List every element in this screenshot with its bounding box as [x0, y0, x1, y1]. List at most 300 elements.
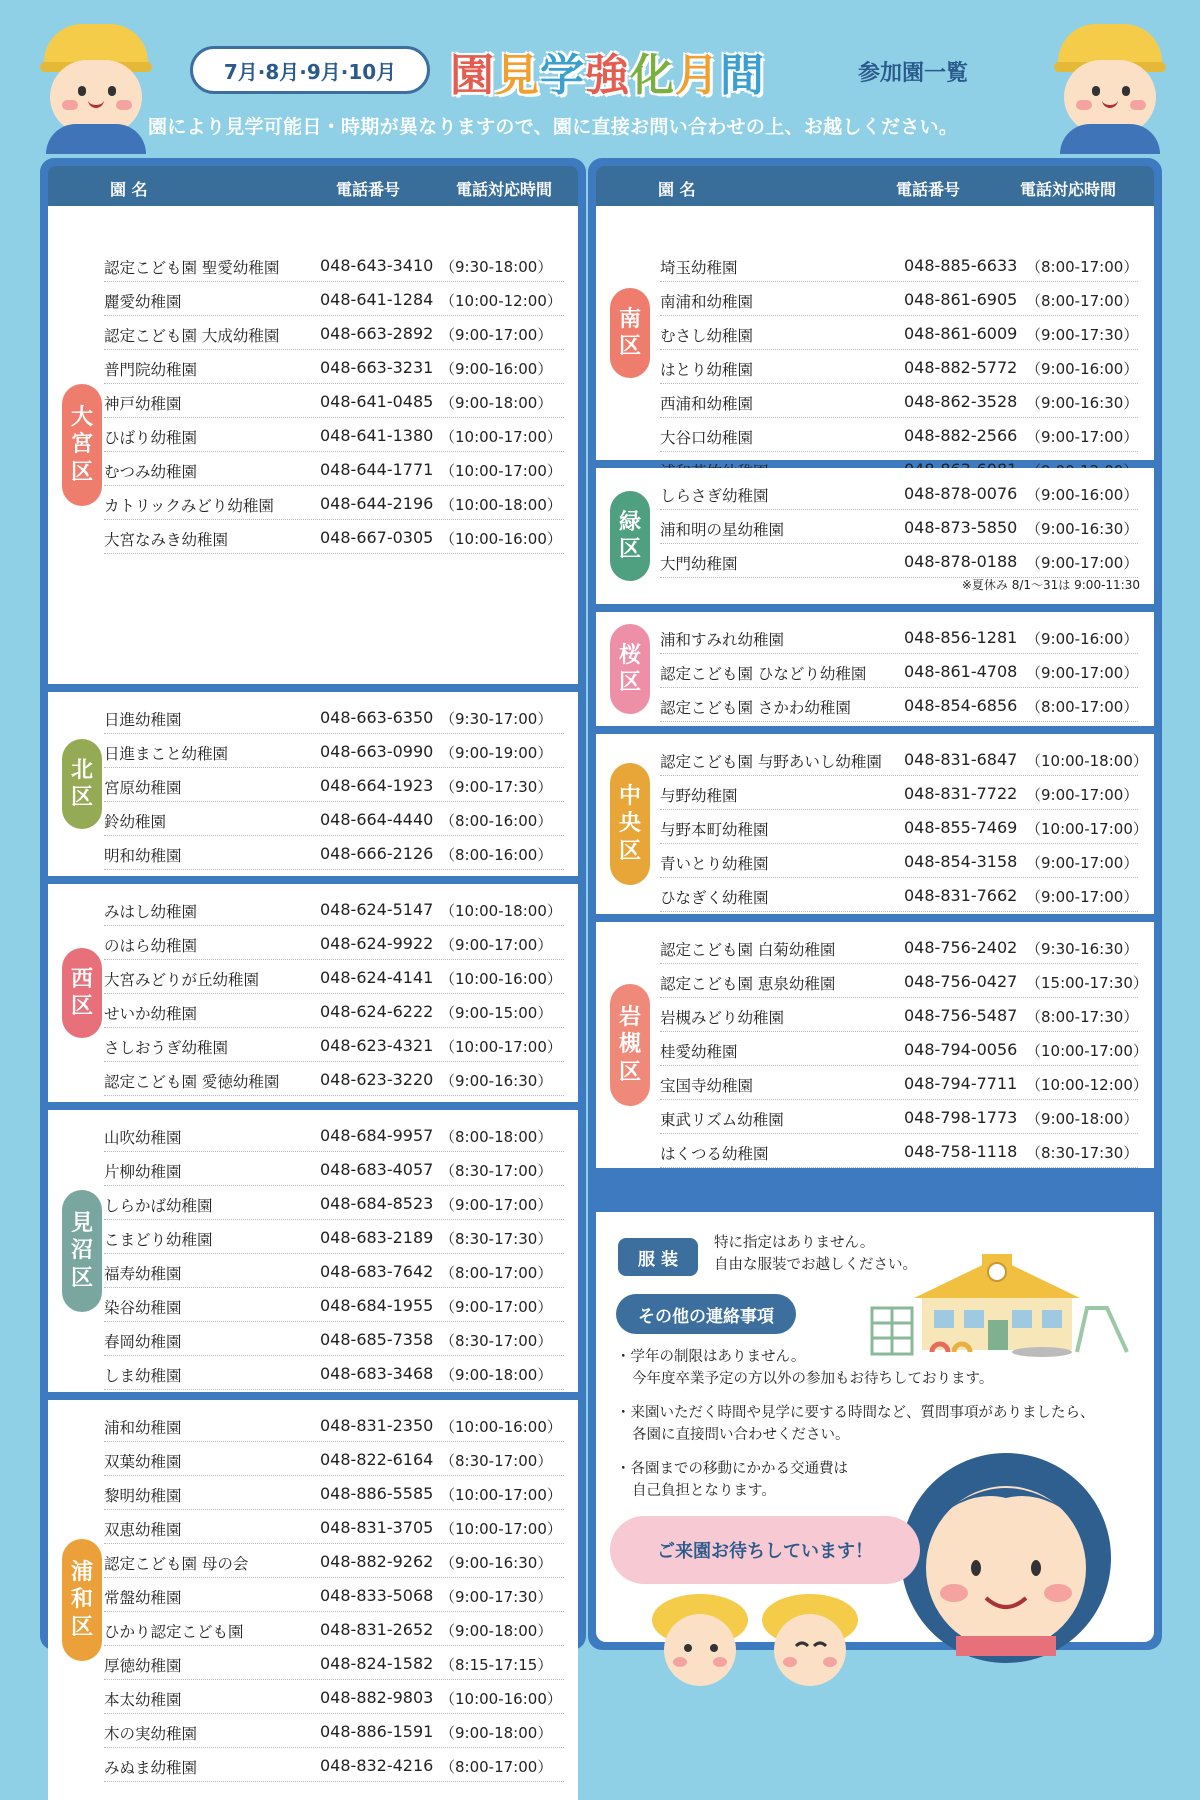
kindergarten-row	[660, 248, 1138, 282]
kindergarten-row	[660, 654, 1138, 688]
kindergarten-row	[104, 802, 564, 836]
ward-label	[62, 384, 102, 506]
phone-hours: （10:00-17:00）	[1026, 820, 1148, 838]
page-subtitle: 参加園一覧	[858, 61, 969, 86]
phone-number: 048-623-3220	[320, 1070, 434, 1089]
kindergarten-name: 認定こども園 愛徳幼稚園	[104, 1073, 280, 1091]
ward-char: 区	[70, 785, 93, 810]
kindergarten-row	[660, 620, 1138, 654]
kindergarten-name: ひかり認定こども園	[104, 1623, 244, 1641]
phone-hours: （9:00-17:00）	[1026, 554, 1139, 572]
kindergarten-name: 与野本町幼稚園	[660, 821, 769, 839]
kindergarten-name: しらかば幼稚園	[104, 1197, 213, 1215]
kindergarten-name: 鈴幼稚園	[104, 813, 167, 831]
kindergarten-name: しま幼稚園	[104, 1367, 182, 1385]
title-char: 園	[450, 50, 494, 101]
kindergarten-name: 大宮みどりが丘幼稚園	[104, 971, 260, 989]
phone-hours: （9:30-17:00）	[440, 710, 553, 728]
title-char: 見	[495, 50, 539, 101]
months-badge: 7月·8月·9月·10月	[190, 46, 430, 94]
phone-hours: （9:00-17:30）	[440, 1588, 553, 1606]
phone-hours: （9:00-15:00）	[440, 1004, 553, 1022]
phone-hours: （8:00-18:00）	[440, 1128, 553, 1146]
kindergarten-name: さしおうぎ幼稚園	[104, 1039, 229, 1057]
title-char: 化	[630, 50, 674, 101]
kindergarten-row	[660, 1066, 1148, 1100]
phone-hours: （8:00-17:00）	[1026, 698, 1139, 716]
ward-char: 区	[618, 1059, 641, 1085]
kindergarten-row	[104, 734, 564, 768]
phone-number: 048-831-2652	[320, 1620, 434, 1639]
phone-number: 048-831-7722	[904, 784, 1018, 803]
phone-number: 048-886-1591	[320, 1722, 434, 1741]
phone-hours: （10:00-12:00）	[440, 292, 562, 310]
phone-number: 048-756-5487	[904, 1006, 1018, 1025]
kindergarten-row	[104, 1408, 564, 1442]
phone-hours: （10:00-16:00）	[440, 1690, 562, 1708]
phone-hours: （8:00-16:00）	[440, 846, 553, 864]
kindergarten-row	[104, 1646, 564, 1680]
ward-label	[62, 948, 102, 1038]
ward-section	[48, 206, 578, 684]
phone-hours: （9:00-17:00）	[440, 936, 553, 954]
kindergarten-name: 常盤幼稚園	[104, 1589, 182, 1607]
kindergarten-name: 認定こども園 恵泉幼稚園	[660, 975, 836, 993]
phone-number: 048-885-6633	[904, 256, 1018, 275]
info-line: 各園に直接問い合わせください。	[632, 1427, 850, 1444]
kindergarten-name: 大宮なみき幼稚園	[104, 531, 229, 549]
ward-char: 岩	[618, 1004, 641, 1030]
kindergarten-name: 与野幼稚園	[660, 787, 738, 805]
kindergarten-row	[104, 836, 564, 870]
title-char: 学	[540, 50, 584, 101]
kindergarten-name: 日進幼稚園	[104, 711, 182, 729]
header-phone: 電話番号	[336, 180, 401, 199]
phone-number: 048-756-0427	[904, 972, 1018, 991]
kindergarten-row	[104, 452, 564, 486]
phone-number: 048-684-1955	[320, 1296, 434, 1315]
phone-number: 048-644-1771	[320, 460, 434, 479]
phone-hours: （9:00-18:00）	[440, 394, 553, 412]
ward-char: 沼	[70, 1238, 93, 1264]
kindergarten-name: 片柳幼稚園	[104, 1163, 182, 1181]
ward-char: 宮	[70, 432, 93, 458]
info-line: ・来園いただく時間や見学に要する時間など、質問事項がありましたら、	[616, 1405, 1095, 1421]
kindergarten-row	[104, 1118, 564, 1152]
kindergarten-name: 木の実幼稚園	[104, 1725, 198, 1743]
info-line: ・学年の制限はありません。	[616, 1349, 806, 1365]
phone-number: 048-882-9262	[320, 1552, 434, 1571]
kindergarten-row	[660, 776, 1138, 810]
phone-number: 048-873-5850	[904, 518, 1018, 537]
kindergarten-name: 本太幼稚園	[104, 1691, 182, 1709]
kindergarten-row	[660, 930, 1138, 964]
phone-number: 048-831-3705	[320, 1518, 434, 1537]
kindergarten-row	[104, 1612, 564, 1646]
kindergarten-name: せいか幼稚園	[104, 1005, 198, 1023]
phone-hours: （10:00-12:00）	[1026, 1076, 1148, 1094]
header-phone: 電話番号	[896, 180, 961, 199]
phone-number: 048-663-3231	[320, 358, 434, 377]
ward-char: 区	[70, 459, 93, 485]
phone-hours: （8:30-17:00）	[440, 1452, 553, 1470]
phone-number: 048-641-1380	[320, 426, 434, 445]
kindergarten-row	[104, 1186, 564, 1220]
phone-hours: （9:00-17:30）	[440, 778, 553, 796]
notice-text: 園により見学可能日・時期が異なりますので、園に直接お問い合わせの上、お越しください。	[148, 116, 959, 138]
kindergarten-row	[104, 926, 564, 960]
kindergarten-name: 双恵幼稚園	[104, 1521, 182, 1539]
phone-number: 048-822-6164	[320, 1450, 434, 1469]
phone-hours: （10:00-18:00）	[440, 496, 562, 514]
kindergarten-name: 山吹幼稚園	[104, 1129, 182, 1147]
ward-label	[62, 1539, 102, 1661]
kindergarten-row	[104, 350, 564, 384]
phone-hours: （8:30-17:00）	[440, 1332, 553, 1350]
phone-number: 048-855-7469	[904, 818, 1018, 837]
phone-number: 048-833-5068	[320, 1586, 434, 1605]
kindergarten-name: 宮原幼稚園	[104, 779, 182, 797]
phone-number: 048-641-0485	[320, 392, 434, 411]
phone-number: 048-824-1582	[320, 1654, 434, 1673]
kindergarten-row	[104, 768, 564, 802]
kindergarten-name: 認定こども園 さかわ幼稚園	[660, 699, 851, 717]
ward-char: 桜	[618, 642, 641, 668]
kindergarten-name: むさし幼稚園	[660, 327, 754, 345]
phone-hours: （10:00-16:00）	[440, 1418, 562, 1436]
dress-label: 服 装	[618, 1238, 698, 1276]
phone-number: 048-831-7662	[904, 886, 1018, 905]
phone-number: 048-794-7711	[904, 1074, 1018, 1093]
ward-char: 緑	[618, 509, 641, 535]
ward-section	[596, 922, 1154, 1168]
phone-hours: （9:00-17:00）	[440, 326, 553, 344]
phone-hours: （8:00-17:00）	[1026, 258, 1139, 276]
kindergarten-name: 染谷幼稚園	[104, 1299, 182, 1317]
phone-hours: （9:00-16:00）	[1026, 630, 1139, 648]
info-item-3	[616, 1458, 848, 1503]
kindergarten-row	[660, 544, 1138, 578]
phone-hours: （10:00-17:00）	[440, 1486, 562, 1504]
phone-number: 048-624-9922	[320, 934, 434, 953]
ward-char: 槻	[618, 1032, 641, 1058]
header-hours: 電話対応時間	[456, 180, 553, 199]
kindergarten-row	[104, 1322, 564, 1356]
kindergarten-name: 神戸幼稚園	[104, 395, 182, 413]
phone-number: 048-664-1923	[320, 776, 434, 795]
kindergarten-name: 埼玉幼稚園	[660, 259, 738, 277]
title-char: 間	[720, 50, 764, 101]
phone-number: 048-683-7642	[320, 1262, 434, 1281]
ward-char: 西	[70, 966, 93, 992]
kindergarten-name: 浦和すみれ幼稚園	[660, 631, 785, 649]
header-hours: 電話対応時間	[1020, 180, 1117, 199]
kindergarten-name: はくつる幼稚園	[660, 1145, 769, 1163]
phone-hours: （9:00-16:30）	[1026, 520, 1139, 538]
kindergarten-name: 双葉幼稚園	[104, 1453, 182, 1471]
phone-number: 048-643-3410	[320, 256, 434, 275]
phone-number: 048-831-6847	[904, 750, 1018, 769]
ward-char: 和	[70, 1587, 93, 1613]
kindergarten-name: 福寿幼稚園	[104, 1265, 182, 1283]
phone-number: 048-882-5772	[904, 358, 1018, 377]
phone-number: 048-684-8523	[320, 1194, 434, 1213]
kindergarten-row	[660, 998, 1138, 1032]
kindergarten-row	[104, 1152, 564, 1186]
info-line: 自己負担となります。	[632, 1483, 776, 1500]
ward-label	[610, 491, 650, 581]
welcome-bubble: ご来園お待ちしています！	[610, 1516, 920, 1584]
phone-hours: （9:00-18:00）	[440, 1724, 553, 1742]
phone-number: 048-667-0305	[320, 528, 434, 547]
phone-hours: （8:15-17:15）	[440, 1656, 553, 1674]
phone-number: 048-663-6350	[320, 708, 434, 727]
phone-hours: （10:00-18:00）	[1026, 752, 1148, 770]
info-line: ・各園までの移動にかかる交通費は	[616, 1461, 848, 1477]
kindergarten-row	[104, 1578, 564, 1612]
phone-number: 048-878-0076	[904, 484, 1018, 503]
ward-label	[610, 763, 650, 885]
kindergarten-row	[660, 878, 1138, 912]
kindergarten-name: 認定こども園 与野あいし幼稚園	[660, 753, 882, 771]
phone-hours: （9:00-17:00）	[1026, 786, 1139, 804]
kindergarten-name: 普門院幼稚園	[104, 361, 198, 379]
ward-label	[610, 288, 650, 378]
phone-number: 048-624-6222	[320, 1002, 434, 1021]
phone-number: 048-882-2566	[904, 426, 1018, 445]
ward-char: 北	[70, 757, 93, 783]
kindergarten-name: 南浦和幼稚園	[660, 293, 754, 311]
phone-number: 048-886-5585	[320, 1484, 434, 1503]
kindergarten-row	[104, 960, 564, 994]
title-char: 強	[585, 50, 629, 101]
ward-char: 大	[70, 404, 93, 430]
kindergarten-row	[104, 1220, 564, 1254]
phone-hours: （10:00-17:00）	[440, 462, 562, 480]
phone-hours: （10:00-18:00）	[440, 902, 562, 920]
ward-section	[596, 612, 1154, 726]
kindergarten-row	[104, 1288, 564, 1322]
kindergarten-row	[104, 1748, 564, 1782]
kindergarten-name: 認定こども園 母の会	[104, 1555, 249, 1573]
note-text: ※夏休み 8/1～31は 9:00-11:30	[961, 578, 1140, 592]
ward-char: 区	[70, 994, 93, 1019]
phone-number: 048-663-0990	[320, 742, 434, 761]
kindergarten-name: ひばり幼稚園	[104, 429, 198, 447]
kindergarten-name: 西浦和幼稚園	[660, 395, 754, 413]
kindergarten-name: しらさぎ幼稚園	[660, 487, 769, 505]
phone-number: 048-882-9803	[320, 1688, 434, 1707]
kindergarten-row	[104, 282, 564, 316]
kindergarten-row	[660, 688, 1138, 722]
kindergarten-row	[104, 520, 564, 554]
kindergarten-name: 認定こども園 白菊幼稚園	[660, 941, 836, 959]
kindergarten-row	[660, 350, 1138, 384]
phone-number: 048-623-4321	[320, 1036, 434, 1055]
kindergarten-name: 青いとり幼稚園	[660, 855, 769, 873]
school-illustration	[872, 1248, 1132, 1358]
kindergarten-name: 認定こども園 ひなどり幼稚園	[660, 665, 867, 683]
kindergarten-row	[660, 964, 1148, 998]
kindergarten-name: 黎明幼稚園	[104, 1487, 182, 1505]
phone-hours: （9:00-18:00）	[440, 1366, 553, 1384]
phone-number: 048-798-1773	[904, 1108, 1018, 1127]
dress-line: 自由な服装でお越しください。	[714, 1257, 917, 1274]
kids-illustration-bottom	[640, 1580, 880, 1690]
phone-number: 048-683-2189	[320, 1228, 434, 1247]
kindergarten-row	[660, 316, 1138, 350]
kindergarten-row	[104, 1476, 564, 1510]
kindergarten-row	[660, 418, 1138, 452]
kindergarten-name: 明和幼稚園	[104, 847, 182, 865]
kindergarten-row	[104, 248, 564, 282]
phone-hours: （8:30-17:30）	[1026, 1144, 1139, 1162]
kindergarten-name: はとり幼稚園	[660, 361, 754, 379]
kindergarten-name: 認定こども園 大成幼稚園	[104, 327, 280, 345]
kindergarten-row	[660, 1032, 1148, 1066]
kindergarten-name: 認定こども園 聖愛幼稚園	[104, 259, 280, 277]
ward-section	[596, 734, 1154, 914]
kindergarten-row	[104, 1356, 564, 1390]
phone-hours: （8:00-16:00）	[440, 812, 553, 830]
ward-section	[48, 884, 578, 1102]
kindergarten-name: 厚徳幼稚園	[104, 1657, 182, 1675]
phone-hours: （8:00-17:00）	[1026, 292, 1139, 310]
phone-hours: （9:00-17:00）	[440, 1196, 553, 1214]
ward-section	[48, 692, 578, 876]
phone-number: 048-861-4708	[904, 662, 1018, 681]
phone-number: 048-878-0188	[904, 552, 1018, 571]
ward-label	[610, 624, 650, 714]
left-column-header	[48, 166, 578, 206]
kindergarten-row	[660, 810, 1148, 844]
phone-hours: （8:00-17:00）	[440, 1758, 553, 1776]
phone-number: 048-856-1281	[904, 628, 1018, 647]
phone-number: 048-758-1118	[904, 1142, 1018, 1161]
kindergarten-row	[660, 384, 1138, 418]
ward-char: 区	[618, 334, 641, 359]
ward-section	[596, 468, 1154, 604]
kindergarten-name: 桂愛幼稚園	[660, 1043, 738, 1061]
kindergarten-name: 麗愛幼稚園	[104, 293, 182, 311]
left-column	[40, 158, 586, 1777]
ward-char: 区	[618, 537, 641, 562]
phone-hours: （8:30-17:30）	[440, 1230, 553, 1248]
kindergarten-name: ひなぎく幼稚園	[660, 889, 769, 907]
header-name: 園 名	[658, 180, 696, 199]
kindergarten-name: みぬま幼稚園	[104, 1759, 198, 1777]
page-title	[450, 34, 765, 101]
phone-hours: （9:00-16:30）	[440, 1072, 553, 1090]
phone-hours: （10:00-16:00）	[440, 970, 562, 988]
info-line: 今年度卒業予定の方以外の参加もお待ちしております。	[632, 1371, 994, 1388]
kindergarten-row	[104, 316, 564, 350]
phone-number: 048-832-4216	[320, 1756, 434, 1775]
kindergarten-row	[104, 1062, 564, 1096]
kindergarten-name: のはら幼稚園	[104, 937, 198, 955]
dress-line: 特に指定はありません。	[714, 1235, 875, 1251]
ward-char: 見	[70, 1210, 93, 1236]
phone-number: 048-624-5147	[320, 900, 434, 919]
kindergarten-row	[660, 1134, 1138, 1168]
phone-number: 048-683-4057	[320, 1160, 434, 1179]
header	[0, 0, 1200, 150]
kindergarten-row	[104, 1028, 564, 1062]
ward-char: 浦	[70, 1559, 93, 1585]
phone-hours: （8:00-17:30）	[1026, 1008, 1139, 1026]
phone-hours: （9:00-17:00）	[440, 1298, 553, 1316]
kindergarten-name: むつみ幼稚園	[104, 463, 198, 481]
ward-section	[48, 1110, 578, 1392]
ward-label	[62, 739, 102, 829]
phone-number: 048-684-9957	[320, 1126, 434, 1145]
ward-char: 南	[618, 306, 641, 332]
phone-number: 048-862-3528	[904, 392, 1018, 411]
ward-char: 区	[70, 1265, 93, 1291]
phone-hours: （9:00-16:00）	[1026, 486, 1139, 504]
kindergarten-name: 浦和明の星幼稚園	[660, 521, 785, 539]
ward-section	[48, 1400, 578, 1800]
phone-hours: （9:00-17:30）	[1026, 326, 1139, 344]
kindergarten-row	[104, 892, 564, 926]
phone-hours: （10:00-17:00）	[440, 428, 562, 446]
ward-char: 区	[618, 670, 641, 695]
kindergarten-row	[104, 994, 564, 1028]
phone-hours: （15:00-17:30）	[1026, 974, 1148, 992]
phone-number: 048-756-2402	[904, 938, 1018, 957]
phone-hours: （9:00-16:30）	[440, 1554, 553, 1572]
kindergarten-name: カトリックみどり幼稚園	[104, 497, 274, 515]
phone-hours: （9:30-18:00）	[440, 258, 553, 276]
phone-hours: （9:00-18:00）	[1026, 1110, 1139, 1128]
header-name: 園 名	[110, 180, 148, 199]
kindergarten-row	[660, 476, 1138, 510]
kindergarten-row	[104, 1254, 564, 1288]
ward-label	[610, 984, 650, 1106]
kindergarten-name: 東武リズム幼稚園	[660, 1111, 784, 1129]
kindergarten-row	[104, 384, 564, 418]
phone-hours: （9:00-19:00）	[440, 744, 553, 762]
kindergarten-name: 大門幼稚園	[660, 555, 738, 573]
phone-hours: （9:00-18:00）	[440, 1622, 553, 1640]
kindergarten-row	[660, 742, 1148, 776]
phone-number: 048-641-1284	[320, 290, 434, 309]
phone-number: 048-666-2126	[320, 844, 434, 863]
phone-number: 048-831-2350	[320, 1416, 434, 1435]
phone-hours: （9:00-16:00）	[440, 360, 553, 378]
kindergarten-name: 宝国寺幼稚園	[660, 1077, 754, 1095]
kindergarten-name: 岩槻みどり幼稚園	[660, 1009, 785, 1027]
phone-hours: （9:00-17:00）	[1026, 428, 1139, 446]
phone-hours: （8:30-17:00）	[440, 1162, 553, 1180]
ward-section	[596, 206, 1154, 460]
phone-number: 048-854-6856	[904, 696, 1018, 715]
ward-char: 中	[618, 783, 641, 809]
phone-hours: （8:00-17:00）	[440, 1264, 553, 1282]
phone-number: 048-663-2892	[320, 324, 434, 343]
kindergarten-name: 日進まこと幼稚園	[104, 745, 229, 763]
phone-hours: （9:00-17:00）	[1026, 888, 1139, 906]
phone-number: 048-685-7358	[320, 1330, 434, 1349]
other-label: その他の連絡事項	[616, 1294, 796, 1334]
phone-hours: （9:00-16:00）	[1026, 360, 1139, 378]
right-column-header	[596, 166, 1154, 206]
phone-hours: （9:00-17:00）	[1026, 664, 1139, 682]
phone-hours: （10:00-17:00）	[1026, 1042, 1148, 1060]
kindergarten-row	[104, 1544, 564, 1578]
kindergarten-name: 春岡幼稚園	[104, 1333, 182, 1351]
kindergarten-row	[104, 1442, 564, 1476]
